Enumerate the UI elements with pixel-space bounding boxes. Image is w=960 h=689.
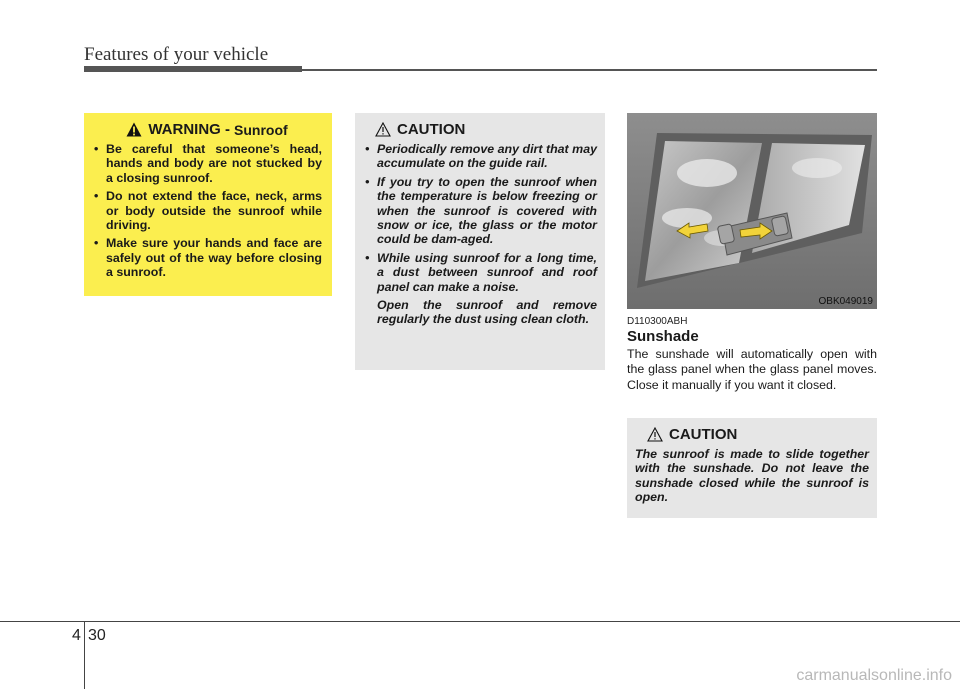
warning-triangle-icon <box>126 122 142 137</box>
page-number: 30 <box>88 627 106 644</box>
page-header-title: Features of your vehicle <box>84 44 269 65</box>
caution-item: • If you try to open the sunroof when the temperature is below freezing or when the sunroof is covered with snow or ice, the glass or the motor could be dam-aged. <box>363 175 597 247</box>
caution-heading <box>363 121 597 138</box>
figure-code: OBK049019 <box>818 296 873 307</box>
caution-item: • Periodically remove any dirt that may accumulate on the guide rail. <box>363 142 597 171</box>
warning-item: • Do not extend the face, neck, arms or body outside the sunroof while driving. <box>92 189 322 232</box>
caution-followup-text: Open the sunroof and remove regularly the dust using clean cloth. <box>377 298 597 327</box>
footer-divider <box>84 621 85 689</box>
section-code: D110300ABH <box>627 316 688 327</box>
chapter-number: 4 <box>72 627 81 644</box>
warning-item: • Make sure your hands and face are safely out of the way before closing a sunroof. <box>92 236 322 279</box>
warning-label: WARNING - <box>148 121 230 138</box>
section-body: The sunshade will automatically open with the glass panel when the glass panel moves. Close it manually if you want it closed. <box>627 347 877 392</box>
warning-box <box>84 113 332 296</box>
sunroof-illustration <box>627 113 877 309</box>
warning-heading <box>92 121 322 138</box>
section-title: Sunshade <box>627 328 699 345</box>
caution-label: CAUTION <box>397 121 466 138</box>
caution-box-guide-rail <box>355 113 605 370</box>
warning-item: • Be careful that someone’s head, hands and body are not stucked by a closing sunroof. <box>92 142 322 185</box>
footer-rule <box>0 621 960 622</box>
watermark: carmanualsonline.info <box>796 667 952 684</box>
caution-label: CAUTION <box>669 426 738 443</box>
caution-box-sunshade <box>627 418 877 518</box>
sunroof-photo <box>627 113 877 309</box>
caution-heading <box>635 426 869 443</box>
header-rule-thin <box>302 69 877 71</box>
warning-list <box>92 142 322 280</box>
caution-text: The sunroof is made to slide together with the sunshade. Do not leave the sunshade closed while the sunroof is open. <box>635 447 869 505</box>
caution-list <box>363 142 597 294</box>
warning-sublabel: Sunroof <box>234 121 288 138</box>
caution-triangle-icon <box>375 122 391 137</box>
caution-triangle-icon <box>647 427 663 442</box>
caution-item: • While using sunroof for a long time, a dust between sunroof and roof panel can make a noise. <box>363 251 597 294</box>
header-rule-thick <box>84 66 302 72</box>
